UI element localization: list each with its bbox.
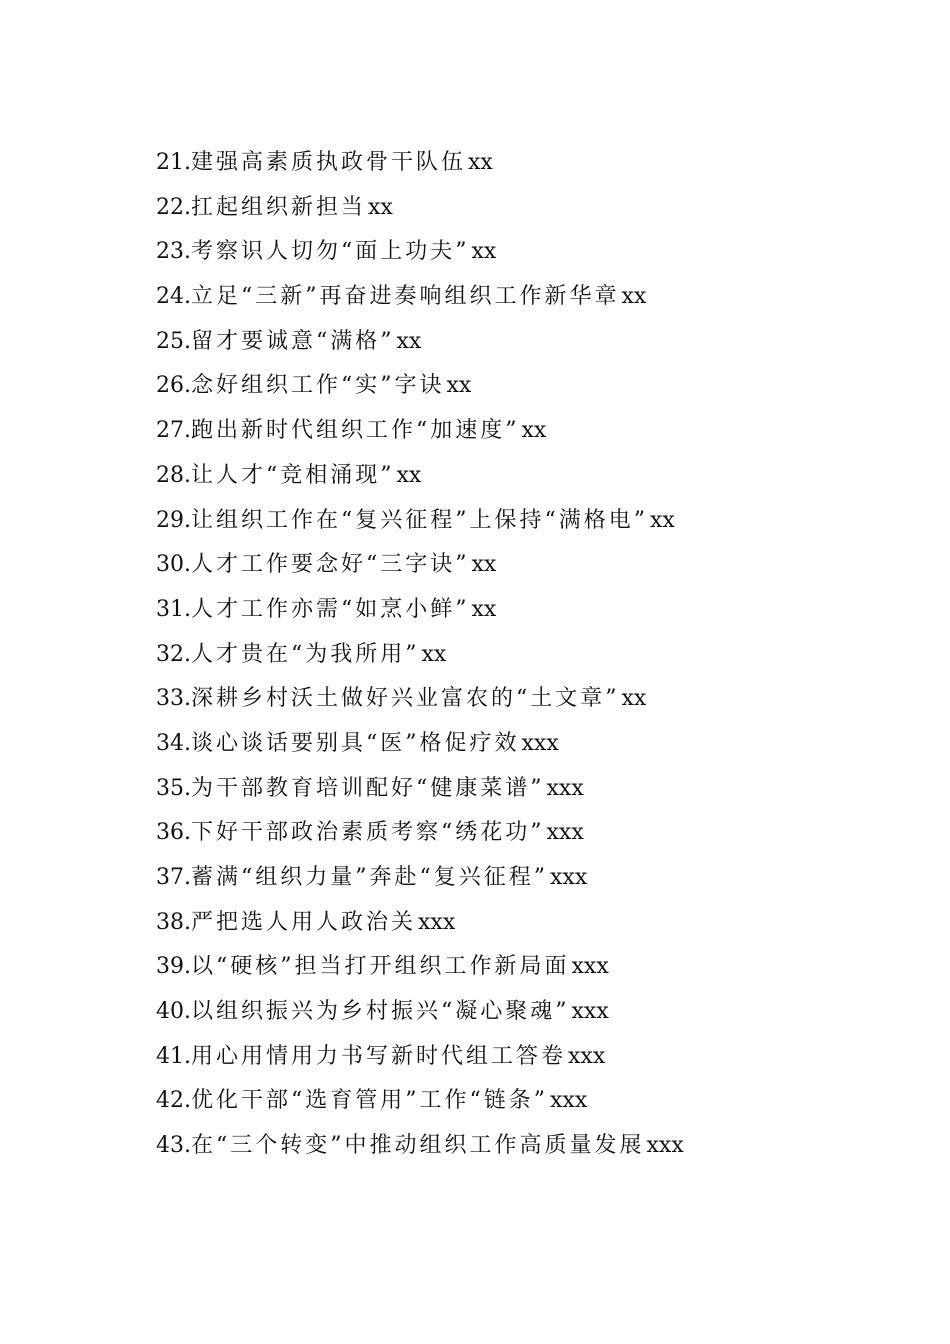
list-item: [156, 771, 876, 816]
article-title-list: [156, 145, 876, 1173]
item-author: xxx: [571, 954, 609, 980]
item-author: xxx: [546, 820, 584, 846]
list-item: [156, 681, 876, 726]
item-number: 39.: [156, 954, 191, 980]
item-number: 29.: [156, 507, 191, 533]
item-number: 25.: [156, 328, 191, 354]
item-author: xx: [621, 686, 647, 712]
item-author: xx: [471, 239, 497, 265]
list-item: [156, 726, 876, 771]
item-title: 用心用情用力书写新时代组工答卷: [191, 1043, 567, 1069]
item-author: xx: [446, 373, 472, 399]
item-number: 33.: [156, 686, 191, 712]
item-title: 谈心谈话要别具“医”格促疗效: [191, 730, 520, 756]
item-title: 优化干部“选育管用”工作“链条”: [191, 1088, 548, 1114]
item-author: xxx: [571, 999, 609, 1025]
list-item: [156, 994, 876, 1039]
item-number: 35.: [156, 775, 191, 801]
item-title: 人才贵在“为我所用”: [191, 641, 420, 667]
item-title: 留才要诚意“满格”: [191, 328, 395, 354]
item-title: 人才工作要念好“三字诀”: [191, 552, 470, 578]
list-item: [156, 637, 876, 682]
item-number: 30.: [156, 552, 191, 578]
item-author: xx: [468, 150, 493, 175]
item-author: xx: [396, 328, 422, 354]
list-item: [156, 815, 876, 860]
item-author: xx: [650, 507, 675, 533]
item-title: 为干部教育培训配好“健康菜谱”: [191, 775, 545, 801]
item-author: xxx: [550, 1088, 588, 1114]
item-number: 40.: [156, 999, 191, 1025]
item-number: 21.: [156, 150, 191, 175]
item-author: xx: [521, 418, 547, 444]
item-author: xxx: [521, 730, 559, 756]
item-number: 41.: [156, 1043, 191, 1069]
item-title: 以“硬核”担当打开组织工作新局面: [191, 954, 570, 980]
list-item: [156, 1083, 876, 1128]
list-item: [156, 190, 876, 235]
list-item: [156, 279, 876, 324]
item-number: 23.: [156, 239, 191, 265]
item-author: xxx: [646, 1133, 684, 1159]
item-number: 36.: [156, 820, 191, 846]
list-item: [156, 368, 876, 413]
list-item: [156, 1128, 876, 1173]
item-author: xxx: [550, 865, 588, 890]
item-number: 34.: [156, 730, 191, 756]
list-item: [156, 503, 876, 548]
item-author: xx: [421, 641, 447, 667]
item-author: xxx: [546, 775, 584, 801]
list-item: [156, 949, 876, 994]
item-title: 人才工作亦需“如烹小鲜”: [191, 596, 470, 622]
item-author: xx: [471, 596, 497, 622]
item-title: 考察识人切勿“面上功夫”: [191, 239, 470, 265]
item-number: 26.: [156, 373, 191, 399]
item-title: 让人才“竞相涌现”: [191, 462, 395, 488]
item-title: 以组织振兴为乡村振兴“凝心聚魂”: [191, 999, 570, 1025]
item-title: 念好组织工作“实”字诀: [191, 373, 445, 399]
item-number: 27.: [156, 418, 191, 444]
item-author: xxx: [568, 1043, 606, 1069]
list-item: [156, 413, 876, 458]
item-number: 42.: [156, 1088, 191, 1114]
item-title: 深耕乡村沃土做好兴业富农的“土文章”: [191, 686, 620, 712]
item-number: 24.: [156, 284, 191, 310]
list-item: [156, 145, 876, 190]
item-number: 43.: [156, 1133, 191, 1159]
item-title: 建强高素质执政骨干队伍: [191, 150, 467, 175]
item-author: xx: [621, 284, 647, 310]
list-item: [156, 592, 876, 637]
list-item: [156, 234, 876, 279]
item-number: 28.: [156, 462, 191, 488]
item-number: 31.: [156, 596, 191, 622]
item-title: 扛起组织新担当: [191, 194, 367, 220]
list-item: [156, 547, 876, 592]
item-title: 在“三个转变”中推动组织工作高质量发展: [191, 1133, 645, 1159]
item-author: xx: [368, 194, 393, 220]
item-number: 32.: [156, 641, 191, 667]
list-item: [156, 905, 876, 950]
item-author: xx: [396, 462, 422, 488]
item-title: 严把选人用人政治关: [191, 909, 417, 935]
item-title: 让组织工作在“复兴征程”上保持“满格电”: [191, 507, 648, 533]
list-item: [156, 1039, 876, 1084]
item-title: 立足“三新”再奋进奏响组织工作新华章: [191, 284, 620, 310]
item-number: 22.: [156, 194, 191, 220]
item-title: 跑出新时代组织工作“加速度”: [191, 418, 520, 444]
item-author: xxx: [418, 909, 456, 935]
item-author: xx: [471, 552, 497, 578]
item-title: 蓄满“组织力量”奔赴“复兴征程”: [191, 865, 548, 890]
item-number: 38.: [156, 909, 191, 935]
list-item: [156, 860, 876, 905]
item-title: 下好干部政治素质考察“绣花功”: [191, 820, 545, 846]
item-number: 37.: [156, 865, 191, 890]
list-item: [156, 458, 876, 503]
list-item: [156, 324, 876, 369]
